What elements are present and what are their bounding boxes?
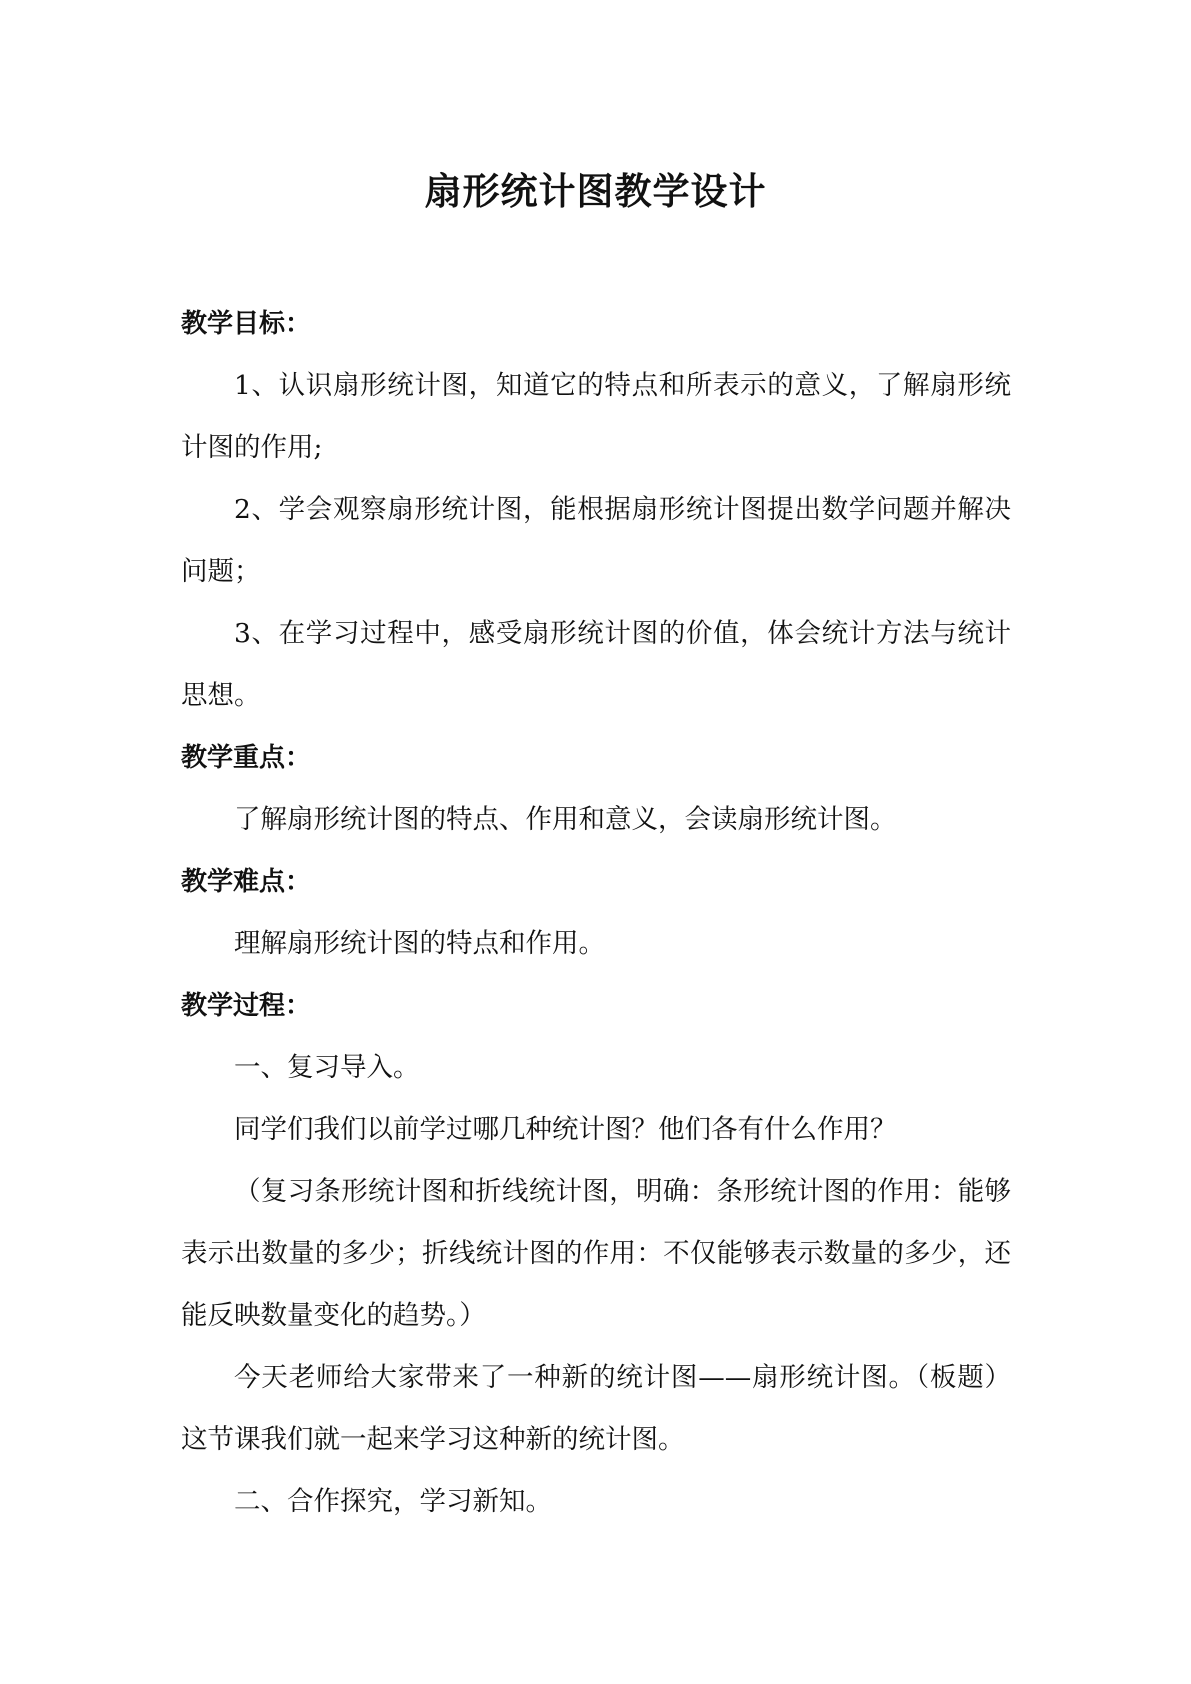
objectives-heading: 教学目标： — [181, 309, 312, 339]
difficulty-text: 理解扇形统计图的特点和作用。 — [234, 928, 605, 959]
objective-item: 1、认识扇形统计图，知道它的特点和所表示的意义，了解扇形统计图的作用; — [181, 370, 1011, 463]
process-paragraph: 同学们我们以前学过哪几种统计图？他们各有什么作用？ — [234, 1114, 897, 1145]
key-point-heading: 教学重点： — [181, 743, 312, 773]
process-paragraph: （复习条形统计图和折线统计图，明确：条形统计图的作用：能够表示出数量的多少；折线统计图的作用：不仅能够表示数量的多少，还能反映数量变化的趋势。） — [181, 1176, 1011, 1331]
process-heading: 教学过程： — [181, 991, 312, 1021]
objective-item: 3、在学习过程中，感受扇形统计图的价值，体会统计方法与统计思想。 — [181, 618, 1011, 711]
document-body — [181, 293, 1011, 1533]
process-paragraph: 二、合作探究，学习新知。 — [234, 1486, 552, 1517]
objective-item: 2、学会观察扇形统计图，能根据扇形统计图提出数学问题并解决问题； — [181, 494, 1011, 587]
key-point-text: 了解扇形统计图的特点、作用和意义，会读扇形统计图。 — [234, 804, 897, 835]
page-title: 扇形统计图教学设计 — [424, 170, 767, 213]
process-paragraph: 一、复习导入。 — [234, 1052, 420, 1083]
difficulty-heading: 教学难点： — [181, 867, 312, 897]
process-paragraph: 今天老师给大家带来了一种新的统计图——扇形统计图。（板题）这节课我们就一起来学习这种新的统计图。 — [181, 1362, 1011, 1455]
